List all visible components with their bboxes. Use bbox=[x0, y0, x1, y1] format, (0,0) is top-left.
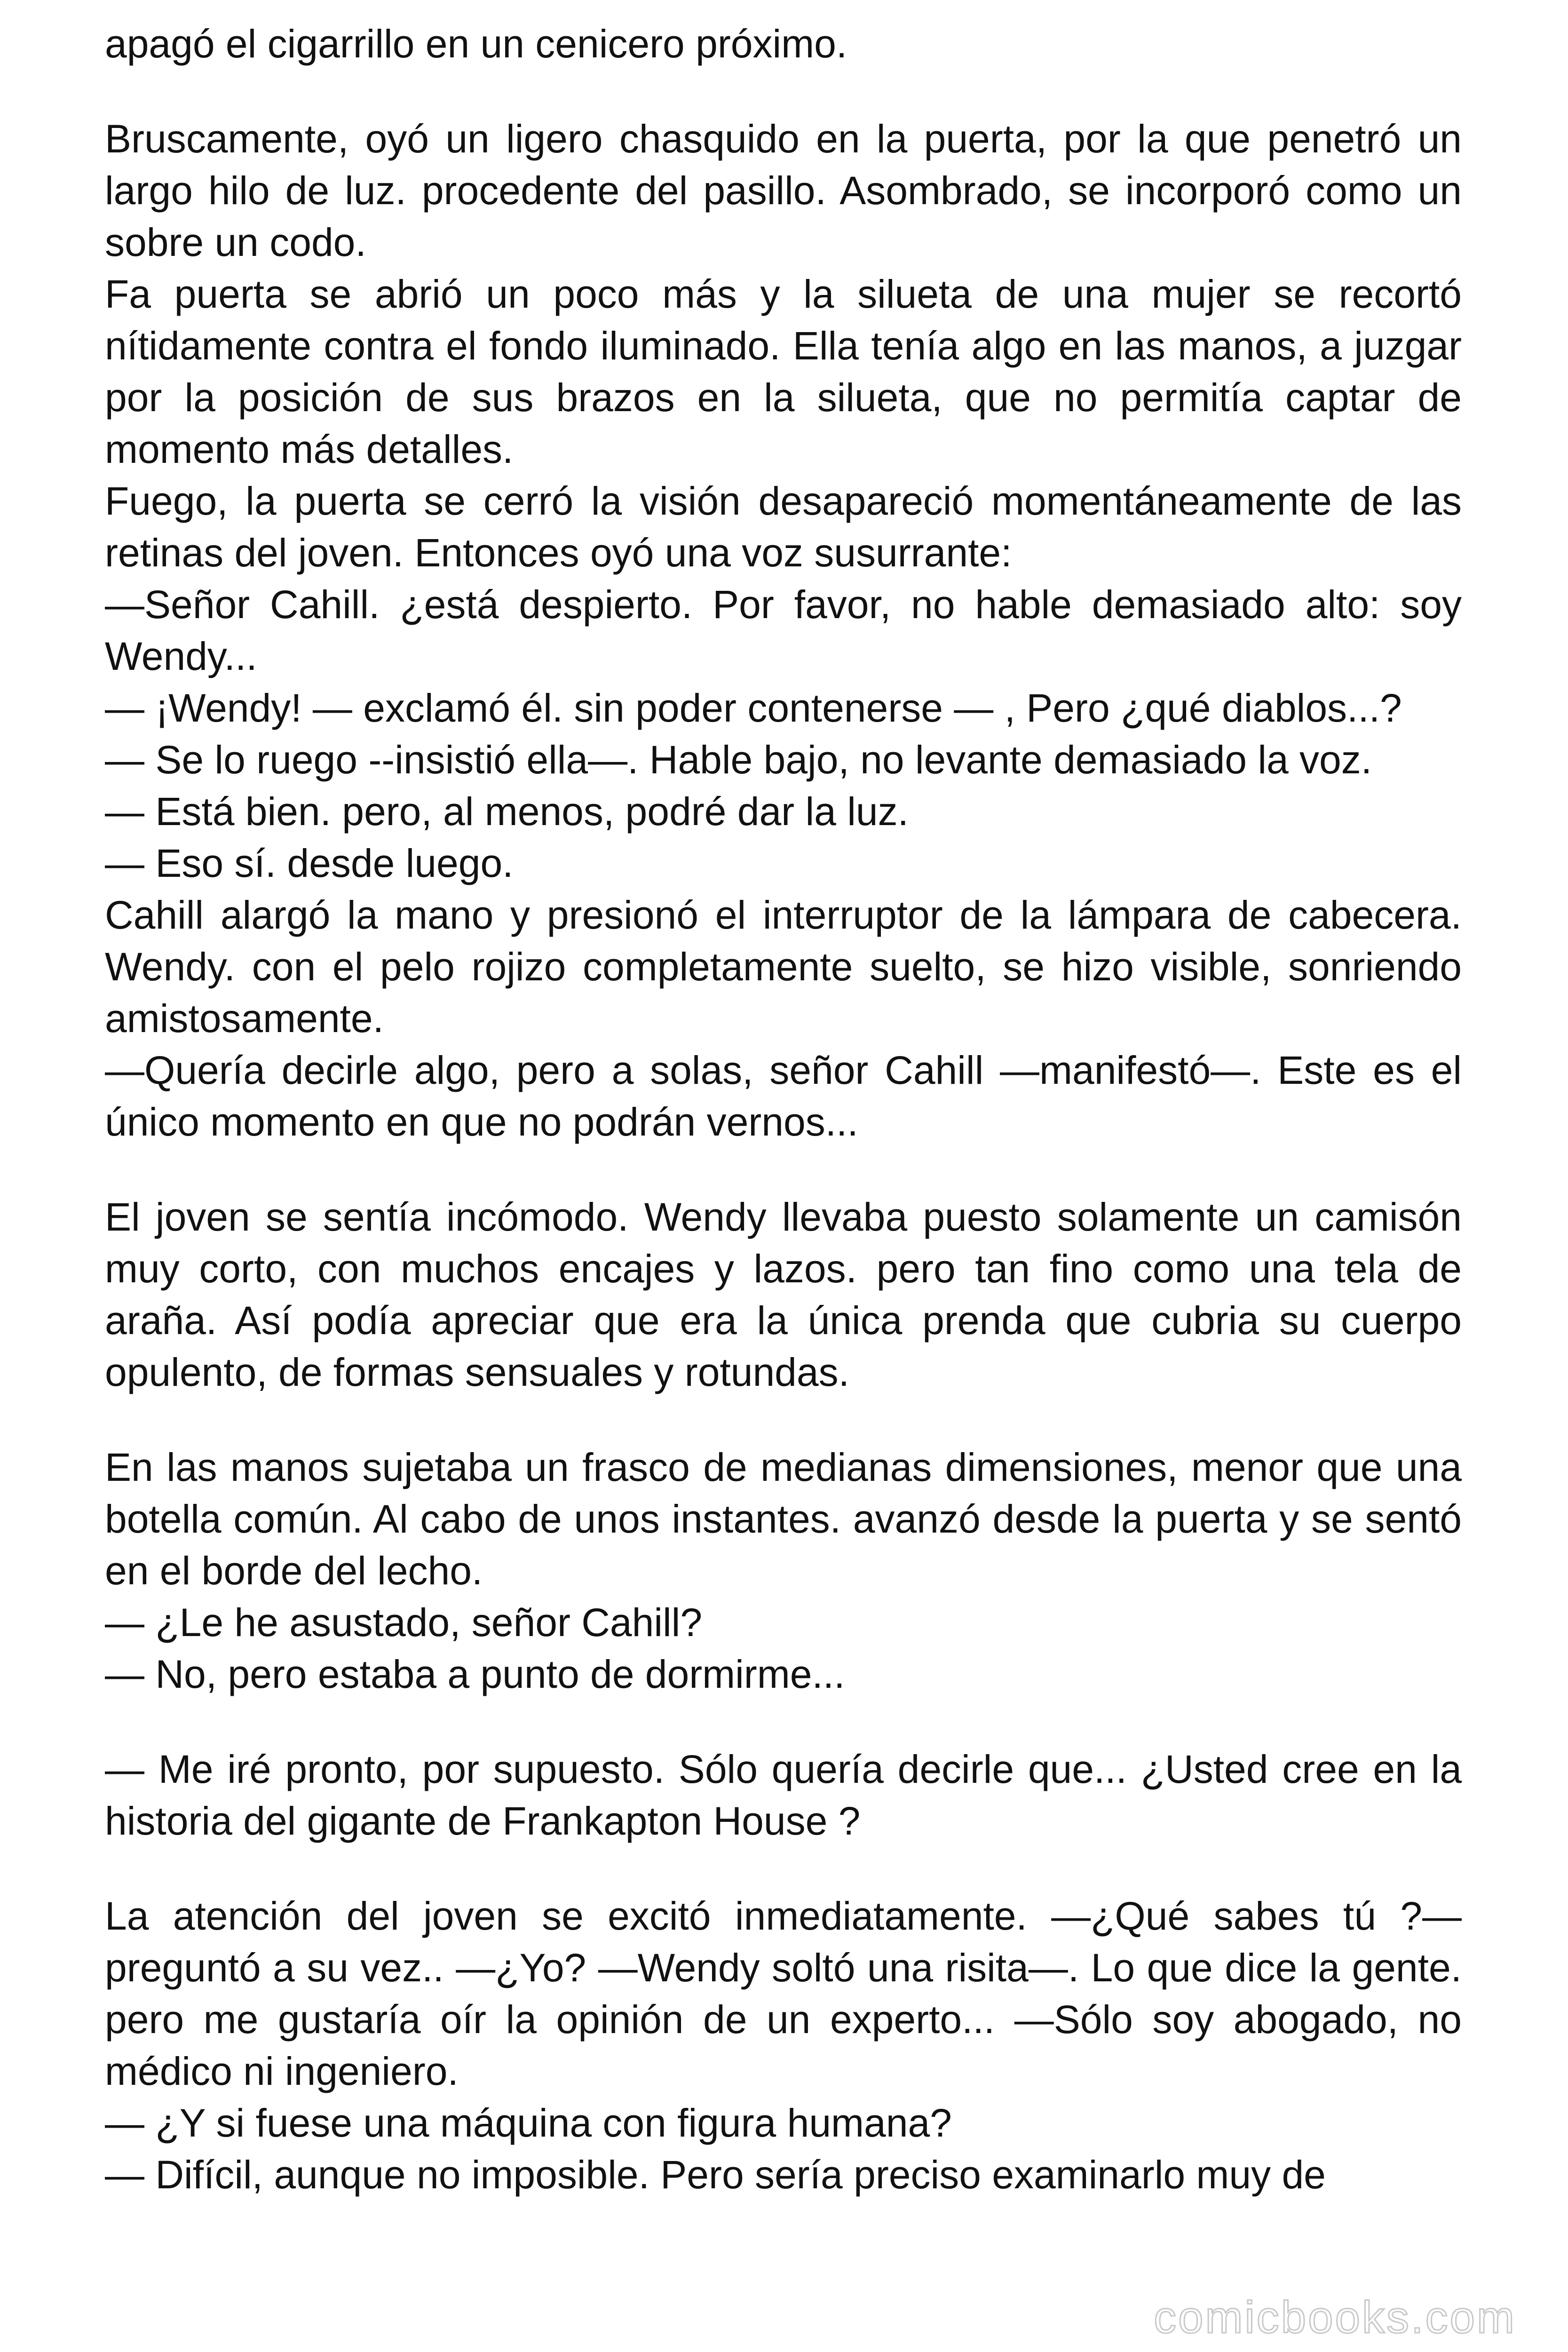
paragraph: Fa puerta se abrió un poco más y la silueta de una mujer se recortó nítidamente contra el fondo iluminado. Ella tenía algo en las manos, a juzgar por la posición de sus brazos en la silueta, que no permitía captar de momento más detalles. bbox=[105, 272, 1462, 471]
paragraph: Fuego, la puerta se cerró la visión desapareció momentáneamente de las retinas del joven. Entonces oyó una voz susurrante: bbox=[105, 479, 1462, 575]
dialogue-line: — Me iré pronto, por supuesto. Sólo quería decirle que... ¿Usted cree en la historia del gigante de Frankapton House ? bbox=[105, 1747, 1462, 1843]
dialogue-line: — Se lo ruego --insistió ella—. Hable bajo, no levante demasiado la voz. bbox=[105, 738, 1372, 782]
paragraph: Bruscamente, oyó un ligero chasquido en la puerta, por la que penetró un largo hilo de luz. procedente del pasillo. Asombrado, se incorporó como un sobre un codo. bbox=[105, 117, 1462, 264]
dialogue-line: — No, pero estaba a punto de dormirme... bbox=[105, 1652, 845, 1696]
dialogue-line: — Difícil, aunque no imposible. Pero sería preciso examinarlo muy de bbox=[105, 2153, 1326, 2197]
dialogue-line: — Eso sí. desde luego. bbox=[105, 841, 514, 885]
dialogue-line: — ¡Wendy! — exclamó él. sin poder contenerse — , Pero ¿qué diablos...? bbox=[105, 686, 1402, 730]
dialogue-line: — ¿Y si fuese una máquina con figura humana? bbox=[105, 2101, 952, 2145]
paragraph: apagó el cigarrillo en un cenicero próximo. bbox=[105, 22, 847, 66]
paragraph: La atención del joven se excitó inmediatamente. —¿Qué sabes tú ?— preguntó a su vez.. —¿Yo? —Wendy soltó una risita—. Lo que dice la gente. pero me gustaría oír la opinión de un experto... —Sólo soy abogado, no médico ni ingeniero. bbox=[105, 1894, 1462, 2093]
dialogue-line: — Está bien. pero, al menos, podré dar la luz. bbox=[105, 789, 909, 834]
paragraph: Cahill alargó la mano y presionó el interruptor de la lámpara de cabecera. Wendy. con el pelo rojizo completamente suelto, se hizo visible, sonriendo amistosamente. bbox=[105, 893, 1462, 1041]
paragraph: En las manos sujetaba un frasco de medianas dimensiones, menor que una botella común. Al cabo de unos instantes. avanzó desde la puerta y se sentó en el borde del lecho. bbox=[105, 1445, 1462, 1593]
dialogue-line: —Quería decirle algo, pero a solas, señor Cahill —manifestó—. Este es el único momento en que no podrán vernos... bbox=[105, 1048, 1462, 1144]
dialogue-line: —Señor Cahill. ¿está despierto. Por favor, no hable demasiado alto: soy Wendy... bbox=[105, 582, 1462, 678]
paragraph: El joven se sentía incómodo. Wendy llevaba puesto solamente un camisón muy corto, con muchos encajes y lazos. pero tan fino como una tela de araña. Así podía apreciar que era la única prenda que cubria su cuerpo opulento, de formas sensuales y rotundas. bbox=[105, 1195, 1462, 1394]
page-body bbox=[105, 18, 1462, 2201]
dialogue-line: — ¿Le he asustado, señor Cahill? bbox=[105, 1600, 703, 1645]
watermark: comicbooks.com bbox=[1154, 2292, 1516, 2343]
